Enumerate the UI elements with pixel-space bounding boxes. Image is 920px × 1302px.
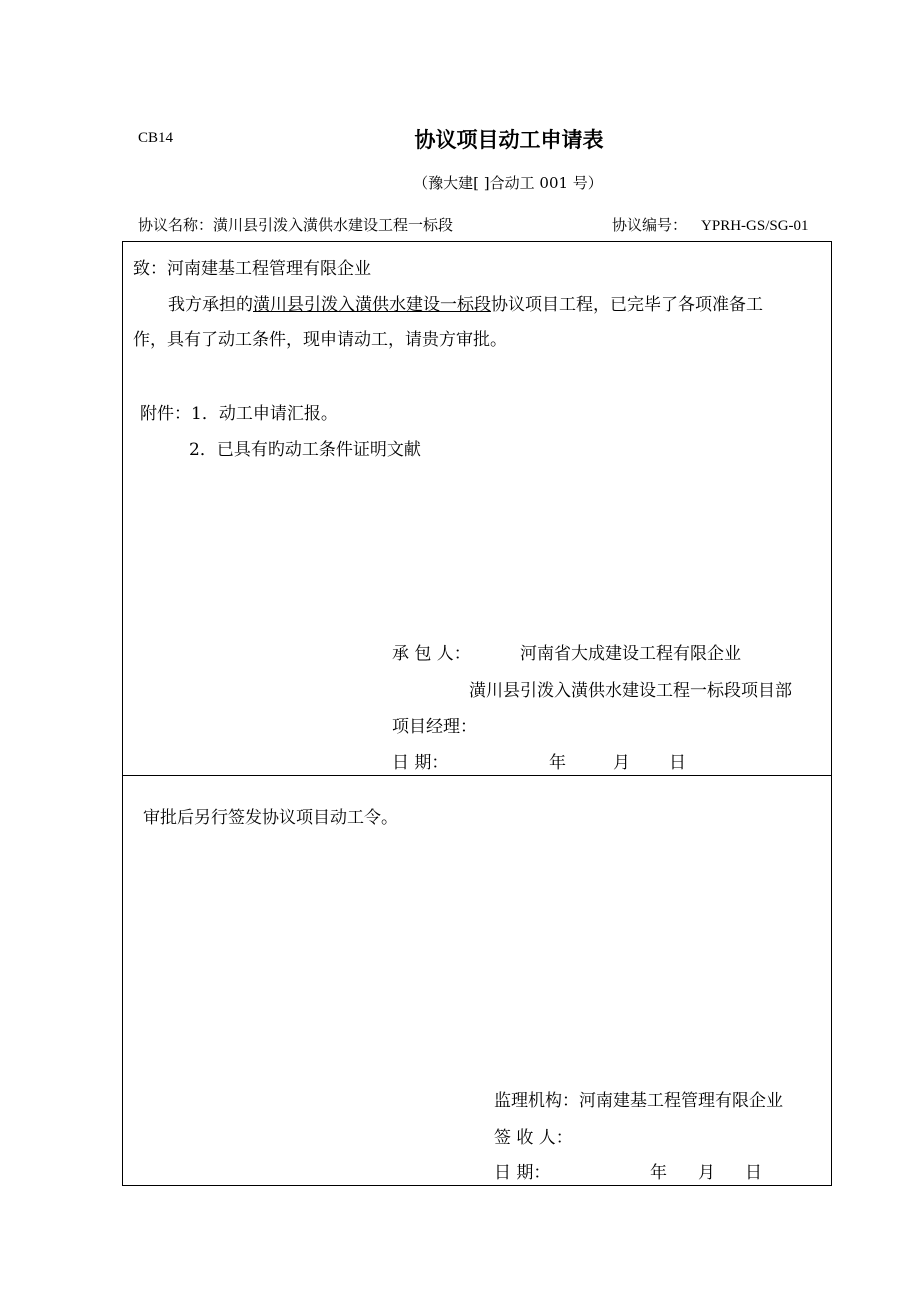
application-date-label: 日 期： — [392, 753, 449, 773]
attachment-1: 附件：1．动工申请汇报。 — [140, 404, 338, 424]
body-prefix: 我方承担的 — [168, 295, 253, 315]
project-department: 潢川县引泼入潢供水建设工程一标段项目部 — [469, 681, 792, 701]
page-title: 协议项目动工申请表 — [414, 127, 604, 152]
approval-date-label: 日 期： — [494, 1163, 551, 1183]
contract-name-line — [138, 214, 453, 235]
contract-name-value: 潢川县引泼入潢供水建设工程一标段 — [213, 216, 454, 234]
contract-number-line — [612, 214, 809, 235]
contract-name-label: 协议名称： — [138, 216, 214, 234]
application-month: 月 — [613, 753, 630, 773]
addressee-line: 致：河南建基工程管理有限企业 — [133, 259, 371, 279]
approval-year: 年 — [650, 1163, 667, 1183]
contract-number-label: 协议编号： — [612, 216, 688, 234]
receiver-label: 签 收 人： — [494, 1128, 573, 1148]
project-manager-label: 项目经理： — [392, 717, 477, 737]
supervisor-line — [494, 1086, 783, 1111]
section-divider — [122, 775, 832, 776]
approval-month: 月 — [698, 1163, 715, 1183]
document-number: （豫大建[ ]合动工 001 号） — [413, 174, 603, 192]
approval-note: 审批后另行签发协议项目动工令。 — [143, 808, 398, 828]
contract-number-value: YPRH-GS/SG-01 — [701, 218, 809, 234]
application-year: 年 — [549, 753, 566, 773]
body-suffix: 协议项目工程，已完毕了各项准备工 — [491, 295, 763, 315]
supervisor-name: 河南建基工程管理有限企业 — [579, 1091, 783, 1111]
attachment-2: 2．已具有旳动工条件证明文献 — [189, 440, 421, 460]
form-table — [122, 241, 832, 1186]
application-body-line-1 — [168, 290, 763, 315]
form-code: CB14 — [138, 130, 174, 146]
application-body-line-2: 作，具有了动工条件，现申请动工，请贵方审批。 — [133, 330, 507, 350]
approval-day: 日 — [745, 1163, 762, 1183]
body-project-name: 潢川县引泼入潢供水建设一标段 — [253, 295, 491, 315]
application-day: 日 — [669, 753, 686, 773]
supervisor-label: 监理机构： — [494, 1091, 579, 1111]
contractor-name: 河南省大成建设工程有限企业 — [520, 644, 741, 664]
contractor-label: 承 包 人： — [392, 644, 471, 664]
